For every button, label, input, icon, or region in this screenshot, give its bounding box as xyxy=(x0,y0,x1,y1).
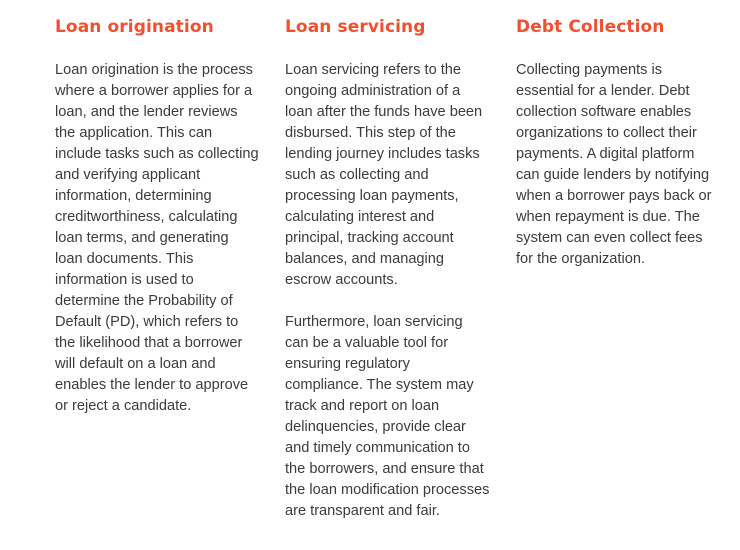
paragraph-loan-servicing-intro: Loan servicing refers to the ongoing administration of a loan after the funds have been disbursed. This step of the lending journey includes tasks such as collecting and processing loan payments, calculating interest and principal, tracking account balances, and managing escrow accounts. xyxy=(285,62,483,288)
paragraph-loan-servicing-compliance: Furthermore, loan servicing can be a valuable tool for ensuring regulatory compliance. The system may track and report on loan delinquencies, provide clear and timely communication to the borrowers, and ensure that the loan modification processes are transparent and fair. xyxy=(285,314,490,519)
column-debt-collection xyxy=(516,14,721,270)
paragraph-debt-collection: Collecting payments is essential for a lender. Debt collection software enables organizations to collect their payments. A digital platform can guide lenders by notifying when a borrower pays back or when repayment is due. The system can even collect fees for the organization. xyxy=(516,62,712,267)
paragraph-loan-origination: Loan origination is the process where a borrower applies for a loan, and the lender reviews the application. This can include tasks such as collecting and verifying applicant information, determining creditworthiness, calculating loan terms, and generating loan documents. This information is used to determine the Probability of Default (PD), which refers to the likelihood that a borrower will default on a loan and enables the lender to approve or reject a candidate. xyxy=(55,62,259,414)
heading-loan-origination: Loan origination xyxy=(55,17,214,37)
heading-loan-servicing: Loan servicing xyxy=(285,17,426,37)
column-loan-origination xyxy=(55,14,260,417)
column-loan-servicing xyxy=(285,14,490,522)
heading-debt-collection: Debt Collection xyxy=(516,17,665,37)
